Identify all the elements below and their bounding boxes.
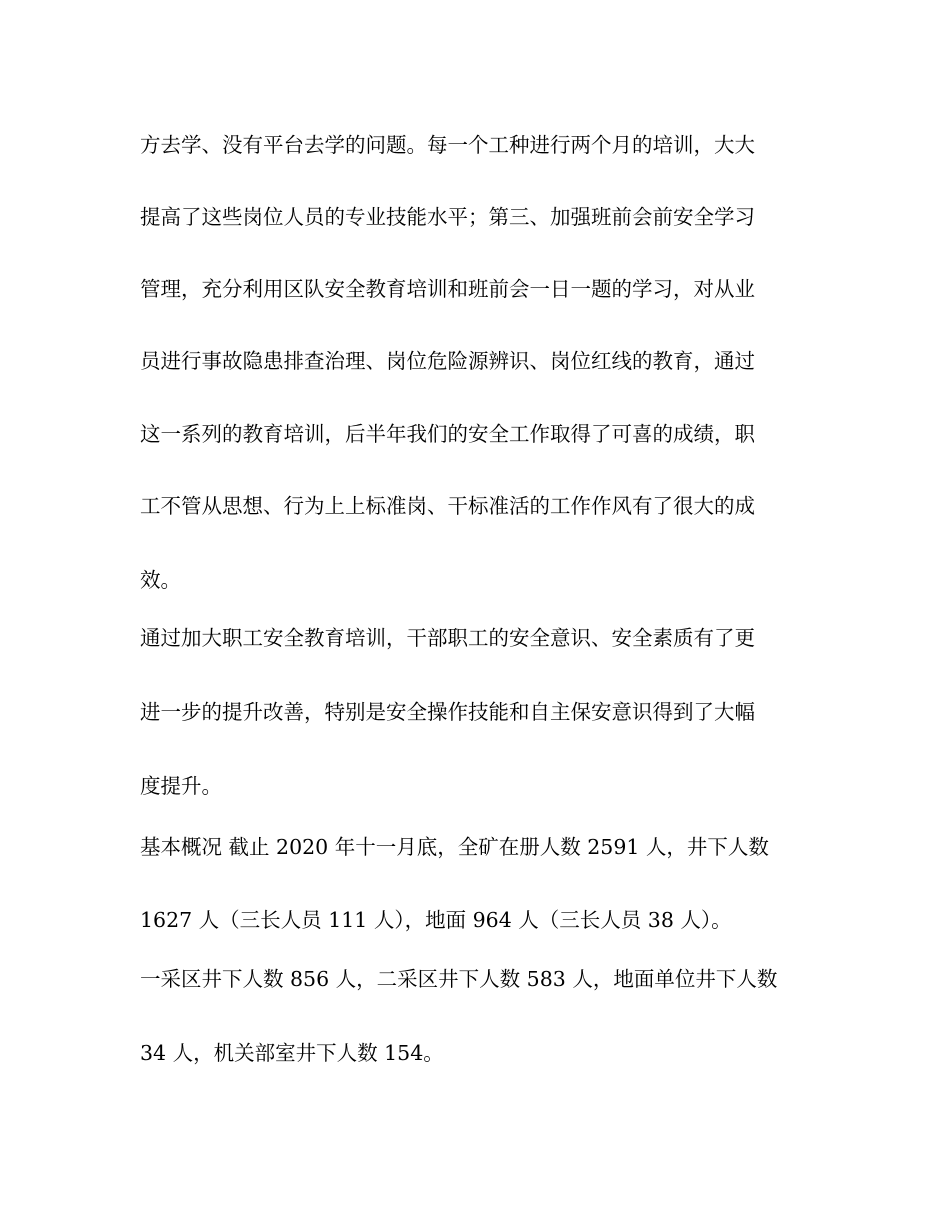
paragraph-line: 34 人，机关部室井下人数 154。 (140, 1041, 444, 1065)
paragraph-line: 度提升。 (140, 774, 222, 798)
paragraph-line: 员进行事故隐患排查治理、岗位危险源辨识、岗位红线的教育，通过 (140, 349, 755, 373)
paragraph-line: 进一步的提升改善，特别是安全操作技能和自主保安意识得到了大幅 (140, 700, 755, 724)
paragraph-line: 这一系列的教育培训，后半年我们的安全工作取得了可喜的成绩，职 (140, 422, 755, 446)
paragraph-line: 通过加大职工安全教育培训，干部职工的安全意识、安全素质有了更 (140, 626, 755, 650)
paragraph-line: 方去学、没有平台去学的问题。每一个工种进行两个月的培训，大大 (140, 133, 755, 157)
paragraph-line: 效。 (140, 568, 181, 592)
paragraph-line: 提高了这些岗位人员的专业技能水平；第三、加强班前会前安全学习 (140, 205, 755, 229)
paragraph-line: 一采区井下人数 856 人，二采区井下人数 583 人，地面单位井下人数 (140, 967, 778, 991)
paragraph-line: 基本概况 截止 2020 年十一月底，全矿在册人数 2591 人，井下人数 (140, 835, 769, 859)
paragraph-line: 工不管从思想、行为上上标准岗、干标准活的工作作风有了很大的成 (140, 494, 755, 518)
paragraph-line: 管理，充分利用区队安全教育培训和班前会一日一题的学习，对从业 (140, 277, 755, 301)
paragraph-line: 1627 人（三长人员 111 人），地面 964 人（三长人员 38 人）。 (140, 908, 732, 932)
